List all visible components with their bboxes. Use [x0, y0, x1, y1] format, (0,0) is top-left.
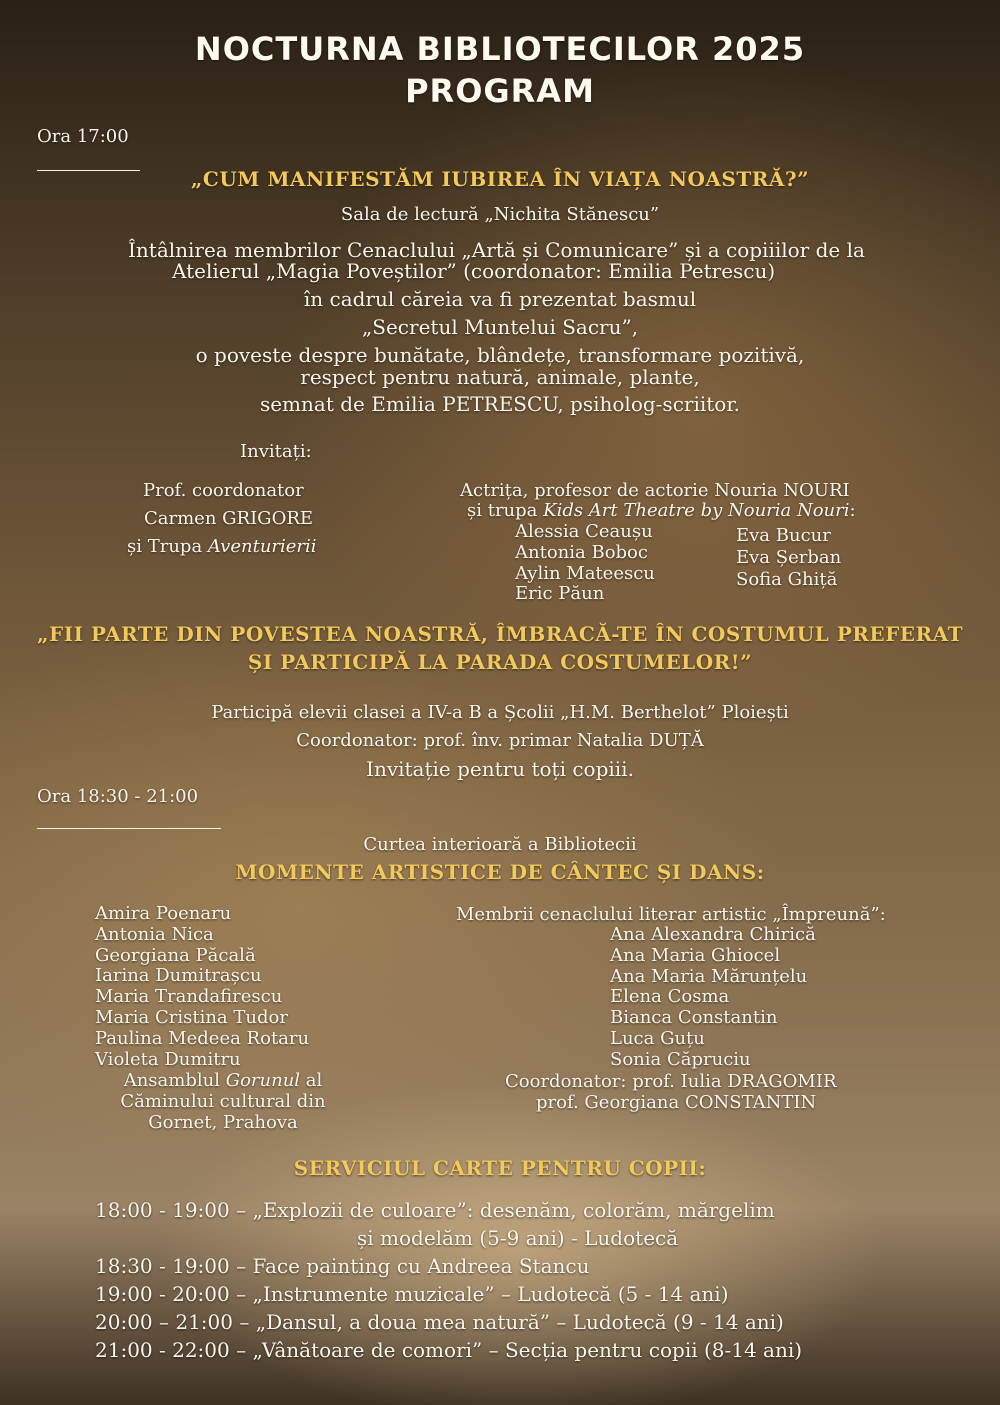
- ensemble-line3: Gornet, Prahova: [148, 1111, 298, 1133]
- session2-divider: [37, 828, 221, 829]
- list-item: Ana Alexandra Chirică: [610, 924, 816, 945]
- list-item: Sonia Căpruciu: [610, 1048, 751, 1070]
- guests-label: Invitați:: [240, 441, 312, 462]
- event1-desc-line2: Atelierul „Magia Poveștilor” (coordonator: Emilia Petrescu): [172, 259, 776, 283]
- event1-desc-line4: „Secretul Muntelui Sacru”,: [361, 315, 639, 339]
- list-item: Maria Trandafirescu: [95, 986, 283, 1008]
- list-item: Iarina Dumitrașcu: [95, 965, 262, 987]
- list-item: Ana Maria Mărunțelu: [610, 965, 808, 987]
- event2-heading-line1: „FII PARTE DIN POVESTEA NOASTRĂ, ÎMBRACĂ-TE ÎN COSTUMUL PREFERAT: [37, 622, 963, 646]
- event1-desc-line6: respect pentru natură, animale, plante,: [300, 365, 700, 389]
- event1-desc-line3: în cadrul căreia va fi prezentat basmul: [303, 287, 697, 311]
- list-item: Alessia Ceaușu: [515, 521, 653, 542]
- coordinator-line1: Coordonator: prof. Iulia DRAGOMIR: [505, 1071, 837, 1092]
- ensemble-line2: Căminului cultural din: [120, 1090, 326, 1112]
- right-guest-line2: și trupa Kids Art Theatre by Nouria Nouri:: [467, 500, 856, 521]
- event1-desc-line5: o poveste despre bunătate, blândețe, transformare pozitivă,: [195, 343, 805, 367]
- list-item: Paulina Medeea Rotaru: [95, 1027, 310, 1049]
- left-guest-line1: Prof. coordonator: [143, 480, 304, 501]
- schedule-item: 20:00 – 21:00 – „Dansul, a doua mea natură” – Ludotecă (9 - 14 ani): [95, 1310, 784, 1334]
- schedule-item-continuation: și modelăm (5-9 ani) - Ludotecă: [357, 1226, 679, 1250]
- schedule-item: 21:00 - 22:00 – „Vânătoare de comori” – Secția pentru copii (8-14 ani): [95, 1338, 803, 1362]
- troupe-list-col1: [515, 522, 655, 605]
- event2-heading-line2: ȘI PARTICIPĂ LA PARADA COSTUMELOR!”: [247, 650, 753, 674]
- coordinator-line2: prof. Georgiana CONSTANTIN: [536, 1092, 817, 1113]
- list-item: Maria Cristina Tudor: [95, 1006, 288, 1028]
- session1-time: Ora 17:00: [37, 126, 129, 147]
- schedule-item: 18:00 - 19:00 – „Explozii de culoare”: desenăm, colorăm, mărgelim: [95, 1198, 775, 1222]
- ensemble-line1: Ansamblul Gorunul al: [123, 1070, 323, 1091]
- right-guest-line1: Actrița, profesor de actorie Nouria NOURI: [460, 480, 850, 501]
- cenaclu-intro: Membrii cenaclului literar artistic „Împreună”:: [456, 904, 886, 925]
- list-item: Ana Maria Ghiocel: [610, 944, 781, 966]
- event2-line1: Participă elevii clasei a IV-a B a Școlii „H.M. Berthelot” Ploiești: [211, 702, 789, 723]
- event1-desc-line1: Întâlnirea membrilor Cenaclului „Artă și Comunicare” și a copiiilor de la: [128, 238, 865, 262]
- ensemble-block: [93, 1071, 353, 1133]
- page-title: NOCTURNA BIBLIOTECILOR 2025: [194, 30, 806, 68]
- left-guest-line2: Carmen GRIGORE: [144, 508, 314, 529]
- session2-venue: Curtea interioară a Bibliotecii: [363, 834, 637, 855]
- event2-line3: Invitație pentru toți copiii.: [366, 757, 634, 781]
- list-item: Eva Bucur: [736, 525, 831, 546]
- left-guest-line3: și Trupa Aventurierii: [127, 536, 317, 557]
- troupe-list-col2: [736, 525, 841, 591]
- schedule-item: 18:30 - 19:00 – Face painting cu Andreea Stancu: [95, 1254, 590, 1278]
- list-item: Eva Șerban: [736, 547, 842, 568]
- list-item: Violeta Dumitru: [95, 1048, 241, 1070]
- list-item: Elena Cosma: [610, 986, 730, 1008]
- session2-time: Ora 18:30 - 21:00: [37, 786, 199, 807]
- list-item: Aylin Mateescu: [515, 562, 655, 584]
- event1-heading: „CUM MANIFESTĂM IUBIREA ÎN VIAȚA NOASTRĂ?”: [190, 167, 810, 191]
- list-item: Luca Guțu: [610, 1027, 705, 1049]
- schedule-item: 19:00 - 20:00 – „Instrumente muzicale” – Ludotecă (5 - 14 ani): [95, 1282, 729, 1306]
- page-subtitle: PROGRAM: [405, 72, 595, 110]
- list-item: Bianca Constantin: [610, 1007, 778, 1029]
- event1-desc-line7: semnat de Emilia PETRESCU, psiholog-scriitor.: [259, 392, 741, 416]
- list-item: Georgiana Păcală: [95, 944, 256, 966]
- list-item: Eric Păun: [515, 583, 605, 605]
- cenaclu-members-list: [610, 925, 816, 1071]
- session2-heading: MOMENTE ARTISTICE DE CÂNTEC ȘI DANS:: [235, 860, 765, 884]
- service-heading: SERVICIUL CARTE PENTRU COPII:: [293, 1156, 707, 1180]
- performers-list: [95, 904, 309, 1070]
- event2-line2: Coordonator: prof. înv. primar Natalia DUȚĂ: [296, 730, 704, 751]
- list-item: Antonia Nica: [95, 923, 214, 945]
- event1-venue: Sala de lectură „Nichita Stănescu”: [340, 204, 660, 225]
- list-item: Sofia Ghiță: [736, 569, 838, 590]
- list-item: Antonia Boboc: [515, 541, 648, 563]
- list-item: Amira Poenaru: [95, 903, 232, 924]
